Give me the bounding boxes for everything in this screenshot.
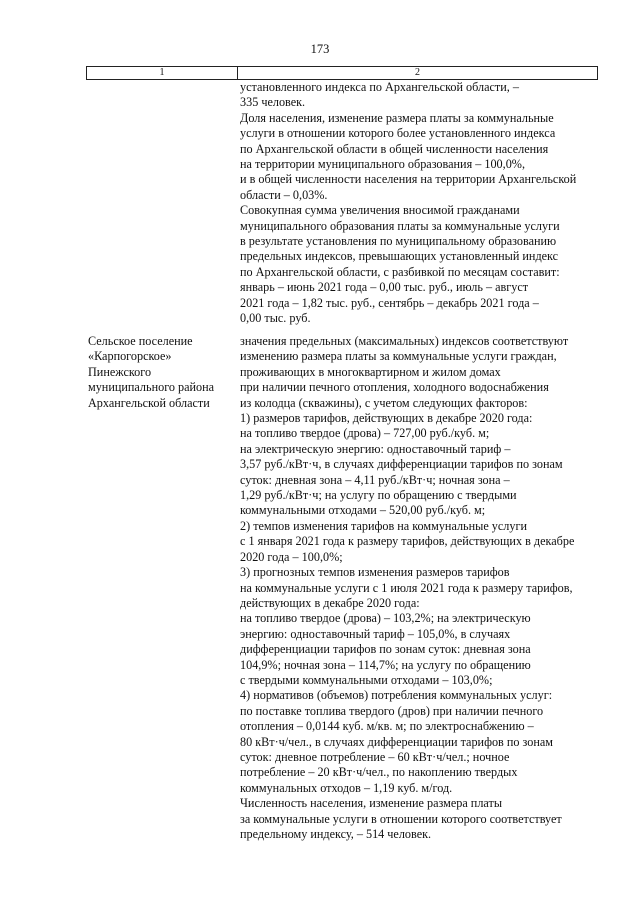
page-number: 173: [310, 42, 330, 56]
text-line: 335 человек.: [240, 95, 306, 110]
text-line: на территории муниципального образования – 100,0%,: [240, 157, 525, 172]
text-line: 1) размеров тарифов, действующих в декабре 2020 года:: [240, 411, 533, 426]
text-line: «Карпогорское»: [88, 349, 172, 364]
text-line: по поставке топлива твердого (дров) при наличии печного: [240, 703, 544, 718]
text-line: с 1 января 2021 года к размеру тарифов, действующих в декабре: [240, 534, 575, 549]
text-line: Пинежского: [88, 364, 152, 379]
text-line: на электрическую энергию: одноставочный тариф –: [240, 441, 511, 456]
text-line: за коммунальные услуги в отношении которого соответствует: [240, 811, 562, 826]
text-line: Совокупная сумма увеличения вносимой гражданами: [240, 203, 520, 218]
text-line: на топливо твердое (дрова) – 727,00 руб./куб. м;: [240, 426, 490, 441]
text-line: Архангельской области: [88, 395, 210, 410]
text-line: проживающих в многоквартирном и жилом домах: [240, 364, 501, 379]
text-line: на коммунальные услуги с 1 июля 2021 года к размеру тарифов,: [240, 580, 573, 595]
text-line: Доля населения, изменение размера платы за коммунальные: [240, 110, 554, 125]
text-line: и в общей численности населения на территории Архангельской: [240, 172, 577, 187]
text-line: услуги в отношении которого более установленного индекса: [240, 126, 556, 141]
text-line: в результате установления по муниципальному образованию: [240, 234, 557, 249]
text-line: из колодца (скважины), с учетом следующих факторов:: [240, 395, 528, 410]
text-line: суток: дневная зона – 4,11 руб./кВт·ч; ночная зона –: [240, 472, 510, 487]
text-line: предельному индексу, – 514 человек.: [240, 827, 432, 841]
text-line: 104,9%; ночная зона – 114,7%; на услугу по обращению: [240, 657, 531, 672]
text-line: потребление – 20 кВт·ч/чел., по накоплению твердых: [240, 765, 518, 780]
text-line: отопления – 0,0144 куб. м/кв. м; по электроснабжению –: [240, 719, 534, 734]
text-line: по Архангельской области в общей численности населения: [240, 141, 549, 156]
text-line: 2) темпов изменения тарифов на коммунальные услуги: [240, 518, 527, 533]
text-line: муниципального района: [88, 380, 215, 395]
row1-right-text: [240, 80, 600, 327]
table-header-col-2: 2: [415, 67, 420, 78]
text-line: 3) прогнозных темпов изменения размеров тарифов: [240, 565, 510, 580]
text-line: значения предельных (максимальных) индексов соответствуют: [240, 334, 569, 348]
row2-municipality-name: [88, 334, 236, 411]
text-line: 4) нормативов (объемов) потребления коммунальных услуг:: [240, 688, 553, 703]
text-line: 3,57 руб./кВт·ч, в случаях дифференциации тарифов по зонам: [240, 457, 563, 472]
text-line: Сельское поселение: [88, 334, 193, 348]
text-line: Численность населения, изменение размера платы: [240, 796, 503, 811]
table-header-col-1: 1: [87, 67, 238, 79]
text-line: действующих в декабре 2020 года:: [240, 595, 420, 610]
text-line: по Архангельской области, с разбивкой по месяцам составит:: [240, 264, 560, 279]
text-line: 2020 года – 100,0%;: [240, 549, 343, 564]
text-line: энергию: одноставочный тариф – 105,0%, в случаях: [240, 626, 511, 641]
text-line: установленного индекса по Архангельской области, –: [240, 80, 519, 94]
text-line: 2021 года – 1,82 тыс. руб., сентябрь – декабрь 2021 года –: [240, 295, 539, 310]
text-line: январь – июнь 2021 года – 0,00 тыс. руб., июль – август: [240, 280, 529, 295]
text-line: 80 кВт·ч/чел., в случаях дифференциации тарифов по зонам: [240, 734, 554, 749]
row2-right-text: [240, 334, 600, 842]
text-line: предельных индексов, превышающих установленный индекс: [240, 249, 559, 264]
text-line: при наличии печного отопления, холодного водоснабжения: [240, 380, 549, 395]
table-header: [86, 66, 598, 80]
text-line: на топливо твердое (дрова) – 103,2%; на электрическую: [240, 611, 531, 626]
text-line: дифференциации тарифов по зонам суток: дневная зона: [240, 642, 531, 657]
text-line: изменению размера платы за коммунальные услуги граждан,: [240, 349, 557, 364]
text-line: 1,29 руб./кВт·ч; на услугу по обращению с твердыми: [240, 488, 517, 503]
text-line: области – 0,03%.: [240, 187, 328, 202]
text-line: с твердыми коммунальными отходами – 103,0%;: [240, 672, 493, 687]
text-line: 0,00 тыс. руб.: [240, 311, 311, 326]
text-line: муниципального образования платы за коммунальные услуги: [240, 218, 560, 233]
text-line: суток: дневное потребление – 60 кВт·ч/чел.; ночное: [240, 749, 510, 764]
text-line: коммунальными отходами – 520,00 руб./куб. м;: [240, 503, 486, 518]
text-line: коммунальных отходов – 1,19 куб. м/год.: [240, 780, 453, 795]
